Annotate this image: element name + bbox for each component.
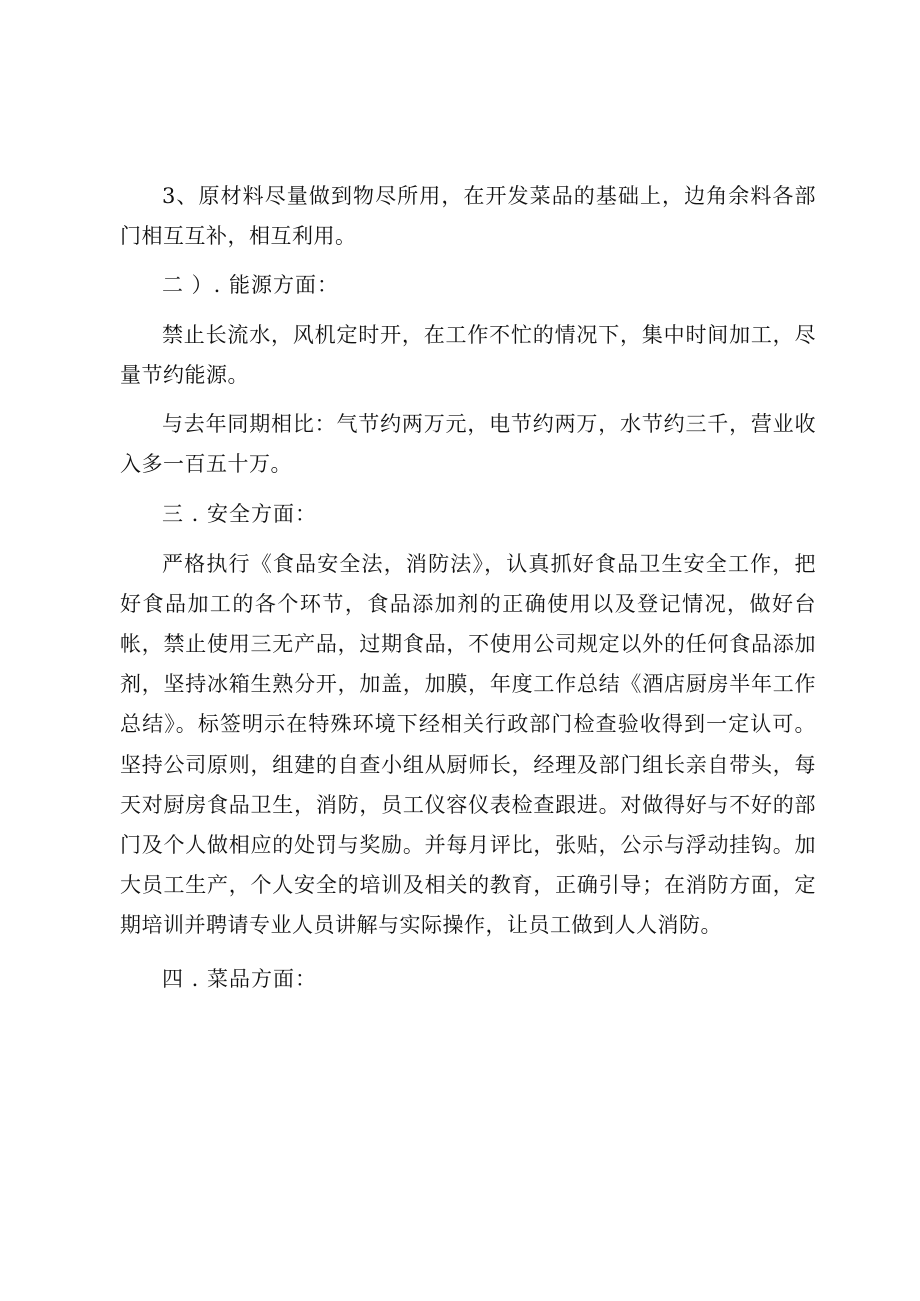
paragraph-energy-measures: 禁止长流水，风机定时开，在工作不忙的情况下，集中时间加工，尽量节约能源。 xyxy=(120,322,816,387)
heading-safety: 三 . 安全方面： xyxy=(162,502,318,527)
heading-energy: 二 ）. 能源方面： xyxy=(162,273,340,298)
paragraph-safety-details: 严格执行《食品安全法，消防法》，认真抓好食品卫生安全工作，把好食品加工的各个环节，食品添加剂的正确使用以及登记情况，做好台帐，禁止使用三无产品，过期食品，不使用公司规定以外的任何食品添加剂，坚持冰箱生熟分开，加盖，加膜，年度工作总结《酒店厨房半年工作总结》。标签明示在特殊环境下经相关行政部门检查验收得到一定认可。坚持公司原则，组建的自查小组从厨师长，经理及部门组长亲自带头，每天对厨房食品卫生，消防，员工仪容仪表检查跟进。对做得好与不好的部门及个人做相应的处罚与奖励。并每月评比，张贴，公示与浮动挂钩。加大员工生产，个人安全的培训及相关的教育，正确引导；在消防方面，定期培训并聘请专业人员讲解与实际操作，让员工做到人人消防。 xyxy=(120,551,816,938)
heading-dishes: 四 . 菜品方面： xyxy=(162,966,318,991)
paragraph-raw-materials: 3、原材料尽量做到物尽所用，在开发菜品的基础上，边角余料各部门相互互补，相互利用。 xyxy=(120,184,816,249)
document-body xyxy=(120,176,816,999)
paragraph-energy-savings: 与去年同期相比：气节约两万元，电节约两万，水节约三千，营业收入多一百五十万。 xyxy=(120,412,816,477)
